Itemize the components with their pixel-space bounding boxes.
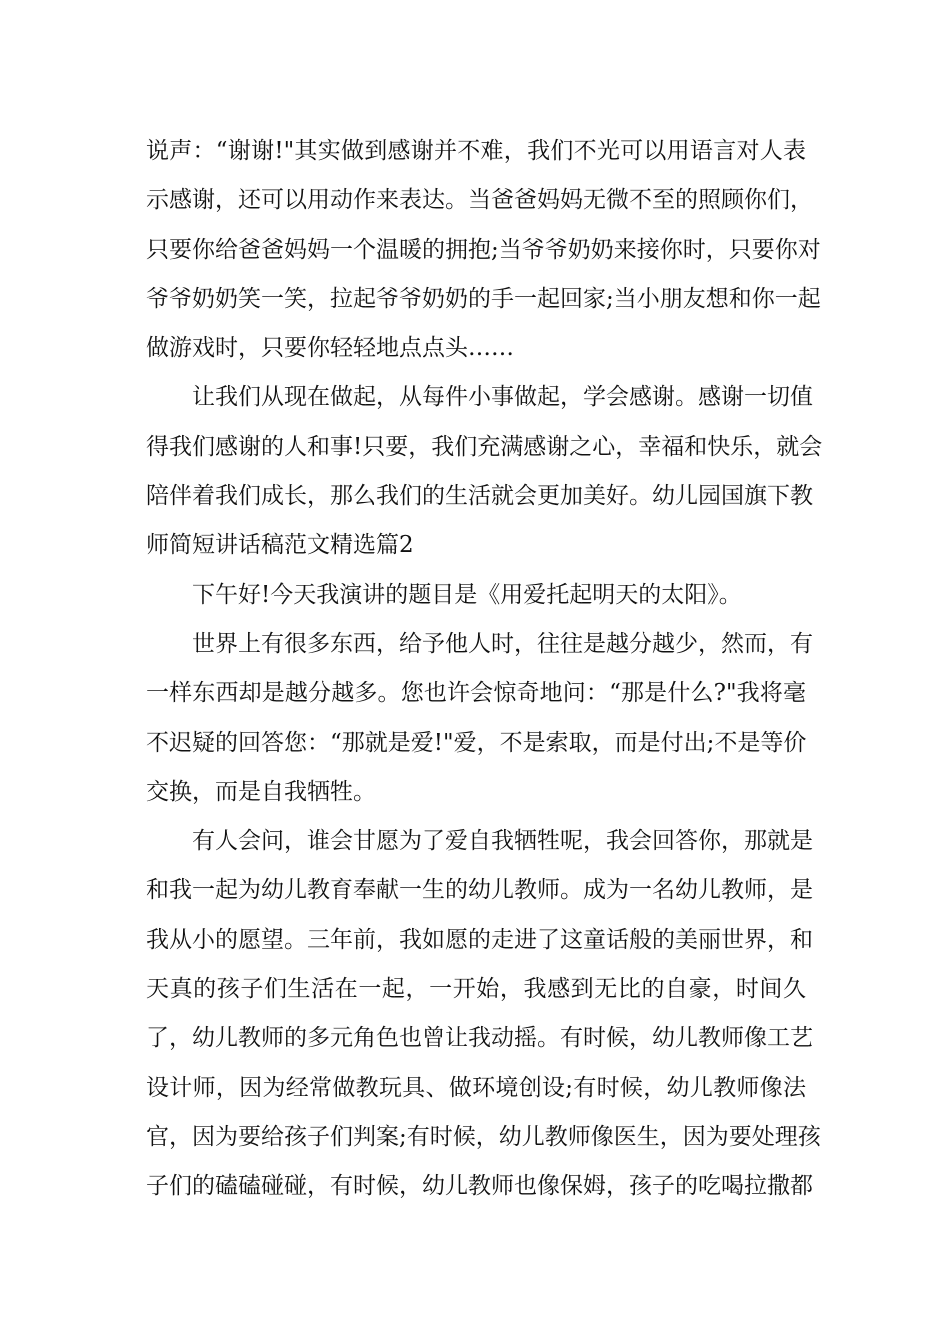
text-line: 不迟疑的回答您：“那就是爱!"爱，不是索取，而是付出;不是等价: [146, 729, 807, 756]
text-line: 官，因为要给孩子们判案;有时候，幼儿教师像医生，因为要处理孩: [146, 1123, 821, 1150]
text-line: 一样东西却是越分越多。您也许会惊奇地问：“那是什么?"我将毫: [146, 680, 806, 707]
text-line: 我从小的愿望。三年前，我如愿的走进了这童话般的美丽世界，和: [146, 926, 813, 953]
text-line: 了，幼儿教师的多元角色也曾让我动摇。有时候，幼儿教师像工艺: [146, 1025, 813, 1052]
text-line: 天真的孩子们生活在一起，一开始，我感到无比的自豪，时间久: [146, 976, 806, 1003]
text-line: 让我们从现在做起，从每件小事做起，学会感谢。感谢一切值: [192, 384, 813, 411]
text-line: 交换，而是自我牺牲。: [146, 778, 376, 805]
text-line: 得我们感谢的人和事!只要，我们充满感谢之心，幸福和快乐，就会: [146, 433, 823, 460]
text-line: 示感谢，还可以用动作来表达。当爸爸妈妈无微不至的照顾你们，: [146, 187, 813, 214]
text-line: 只要你给爸爸妈妈一个温暖的拥抱;当爷爷奶奶来接你时，只要你对: [146, 236, 821, 263]
text-line: 世界上有很多东西，给予他人时，往往是越分越少，然而，有: [192, 630, 813, 657]
text-line: 陪伴着我们成长，那么我们的生活就会更加美好。幼儿园国旗下教: [146, 483, 813, 510]
text-line: 说声：“谢谢!"其实做到感谢并不难，我们不光可以用语言对人表: [146, 138, 806, 164]
text-line: 设计师，因为经常做教玩具、做环境创设;有时候，幼儿教师像法: [146, 1074, 806, 1101]
text-line: 师简短讲话稿范文精选篇2: [146, 532, 414, 559]
text-line: 有人会问，谁会甘愿为了爱自我牺牲呢，我会回答你，那就是: [192, 828, 813, 855]
text-line: 爷爷奶奶笑一笑，拉起爷爷奶奶的手一起回家;当小朋友想和你一起: [146, 285, 821, 312]
body-text: [146, 127, 823, 1212]
text-line: 和我一起为幼儿教育奉献一生的幼儿教师。成为一名幼儿教师，是: [146, 877, 813, 904]
text-line: 子们的磕磕碰碰，有时候，幼儿教师也像保姆，孩子的吃喝拉撒都: [146, 1173, 813, 1200]
text-line: 下午好!今天我演讲的题目是《用爱托起明天的太阳》。: [192, 581, 742, 608]
text-line: 做游戏时，只要你轻轻地点点头……: [146, 335, 514, 362]
